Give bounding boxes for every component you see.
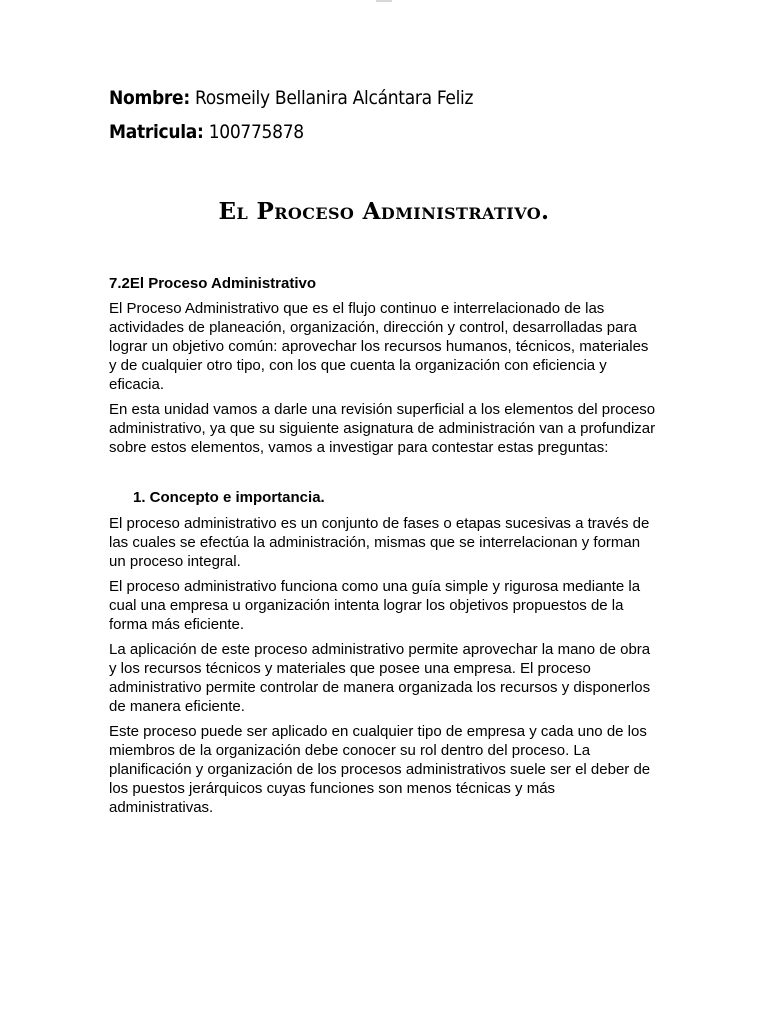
document-title: El Proceso Administrativo. [218,198,550,225]
concept-paragraph-3: La aplicación de este proceso administrativo permite aprovechar la mano de obra y los recursos técnicos y materiales que posee una empresa. El proceso administrativo permite controlar de manera organizada los recursos y disponerlos de manera eficiente. [109,641,651,715]
student-id-value: 100775878 [208,121,304,143]
intro-paragraph-2: En esta unidad vamos a darle una revisión superficial a los elementos del proceso administrativo, ya que su siguiente asignatura de administración van a profundizar sobre estos elementos, vamos a investigar para contestar estas preguntas: [109,401,656,456]
student-name-label: Nombre: [109,87,190,109]
section-heading: 7.2El Proceso Administrativo [109,275,317,292]
student-name-value: Rosmeily Bellanira Alcántara Feliz [195,87,474,109]
student-name-line [109,86,659,110]
concept-paragraph-2: El proceso administrativo funciona como una guía simple y rigurosa mediante la cual una empresa u organización intenta lograr los objetivos propuestos de la forma más eficiente. [109,578,641,633]
list-heading-concept: 1. Concepto e importancia. [133,489,325,506]
document-page [109,86,659,823]
concept-paragraph-4: Este proceso puede ser aplicado en cualquier tipo de empresa y cada uno de los miembros de la organización debe conocer su rol dentro del proceso. La planificación y organización de los procesos administrativos suele ser el deber de los puestos jerárquicos cuyas funciones son menos técnicas y más administrativas. [109,723,651,816]
concept-paragraph-1: El proceso administrativo es un conjunto de fases o etapas sucesivas a través de las cuales se efectúa la administración, mismas que se interrelacionan y forman un proceso integral. [109,515,650,570]
top-edge-mark [376,0,392,2]
student-id-label: Matricula: [109,121,204,143]
student-id-line [109,120,659,144]
intro-paragraph-1: El Proceso Administrativo que es el flujo continuo e interrelacionado de las actividades de planeación, organización, dirección y control, desarrolladas para lograr un objetivo común: aprovechar los recursos humanos, técnicos, materiales y de cualquier otro tipo, con los que cuenta la organización con eficiencia y eficacia. [109,300,649,393]
